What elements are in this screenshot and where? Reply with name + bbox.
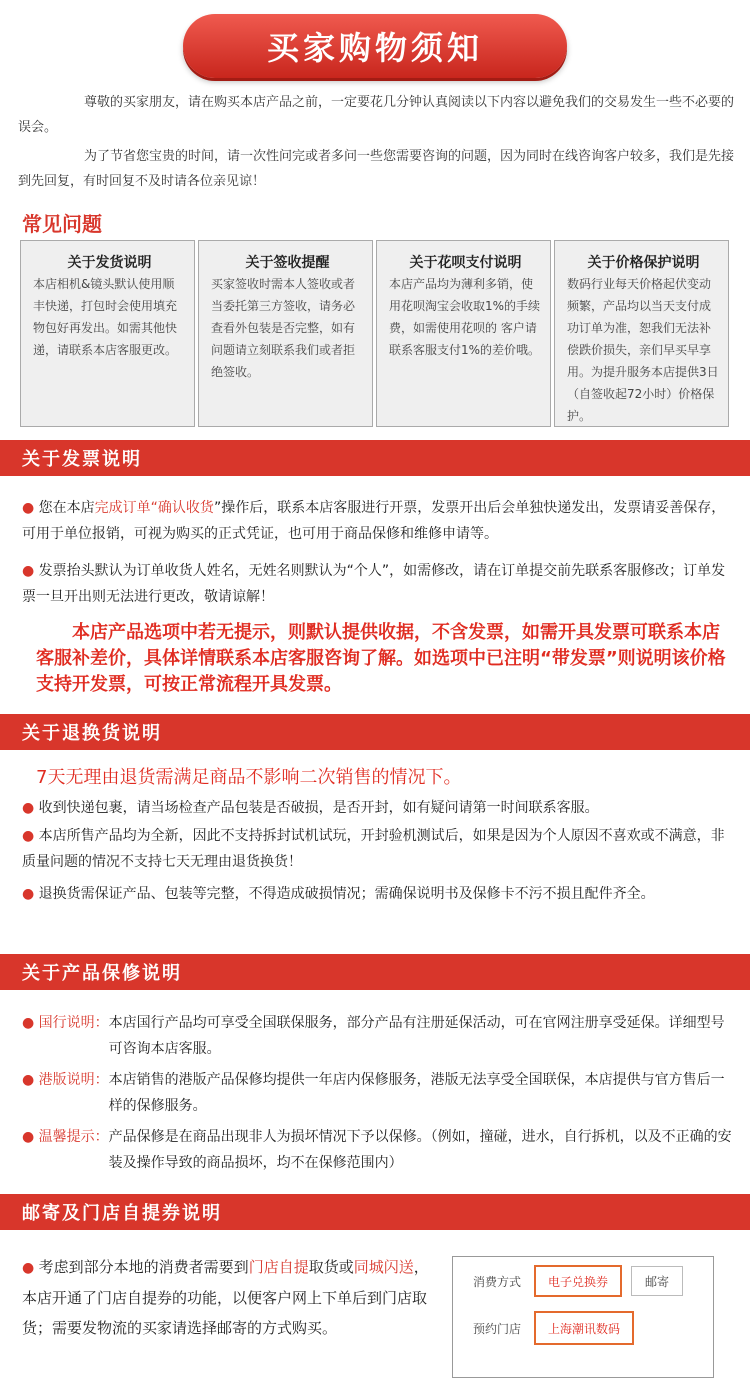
faq-box-huabei	[376, 240, 551, 427]
reserve-store-label: 预约门店	[473, 1322, 522, 1336]
option-e-voucher[interactable]: 电子兑换券	[534, 1265, 622, 1297]
warranty-section-bar: 关于产品保修说明	[0, 954, 750, 990]
intro-paragraph-2: 为了节省您宝贵的时间，请一次性问完或者多问一些您需要咨询的问题，因为同时在线咨询客户较多，我们是先接到先回复，有时回复不及时请各位亲见谅！	[18, 149, 735, 189]
faq-row	[20, 240, 731, 427]
highlight-text: 门店自提	[248, 1258, 309, 1276]
faq-head: 关于签收提醒	[245, 255, 330, 271]
invoice-section-bar: 关于发票说明	[0, 440, 750, 476]
returns-section-bar: 关于退换货说明	[0, 714, 750, 750]
warranty-item-tip	[22, 1124, 732, 1176]
pickup-paragraph	[22, 1252, 432, 1343]
text: 取货或	[308, 1258, 354, 1276]
pickup-option-panel	[452, 1256, 714, 1378]
faq-body: 本店产品均为薄利多销，使用花呗淘宝会收取1%的手续费，如需使用花呗的 客户请联系客服支付1%的差价哦。	[389, 277, 541, 357]
text: 收到快递包裹，请当场检查产品包装是否破损，是否开封，如有疑问请第一时间联系客服。	[38, 800, 599, 816]
warranty-text: 产品保修是在商品出现非人为损坏情况下予以保修。（例如，撞碰，进水，自行拆机，以及不正确的安装及操作导致的商品损坏，均不在保修范围内）	[108, 1129, 732, 1171]
highlight-text: 完成订单“确认收货	[94, 500, 214, 516]
option-mail[interactable]: 邮寄	[631, 1266, 683, 1296]
faq-body: 买家签收时需本人签收或者当委托第三方签收，请务必查看外包装是否完整，如有问题请立刻联系我们或者拒绝签收。	[211, 277, 356, 379]
faq-box-price-protection	[554, 240, 729, 427]
returns-item-1	[22, 795, 738, 821]
warranty-label: 港版说明：	[38, 1072, 109, 1088]
bullet-icon: ●	[22, 1260, 39, 1276]
faq-box-signing	[198, 240, 373, 427]
invoice-paragraph-2	[22, 558, 738, 610]
bullet-icon: ●	[22, 1072, 39, 1088]
faq-head: 关于花呗支付说明	[409, 255, 522, 271]
text: 考虑到部分本地的消费者需要到	[38, 1258, 249, 1276]
warranty-label: 温馨提示：	[38, 1129, 109, 1145]
returns-note: 7天无理由退货需满足商品不影响二次销售的情况下。	[36, 767, 462, 788]
warranty-text: 本店销售的港版产品保修均提供一年店内保修服务，港版无法享受全国联保，本店提供与官方售后一样的保修服务。	[108, 1072, 725, 1114]
faq-box-shipping	[20, 240, 195, 427]
text: 您在本店	[38, 500, 95, 516]
bullet-icon: ●	[22, 1015, 39, 1031]
faq-head: 关于发货说明	[67, 255, 152, 271]
text: ”操作后，联系本店客服进行开票，发票开出后会单独快递发出，发票请妥善保存，可用于单位报销，可视为购买的正式凭证，也可用于商品保修和维修申请等。	[22, 500, 726, 542]
bullet-icon: ●	[22, 1129, 39, 1145]
warranty-item-hk	[22, 1067, 732, 1119]
returns-item-3	[22, 881, 738, 907]
returns-item-2	[22, 823, 738, 875]
invoice-notice: 本店产品选项中若无提示，则默认提供收据，不含发票，如需开具发票可联系本店客服补差价，具体详情联系本店客服咨询了解。如选项中已注明“带发票”则说明该价格支持开发票，可按正常流程开具发票。	[36, 622, 726, 695]
bullet-icon: ●	[22, 800, 39, 816]
consumption-method-label: 消费方式	[473, 1275, 522, 1289]
text: 本店所售产品均为全新，因此不支持拆封试机试玩，开封验机测试后，如果是因为个人原因不喜欢或不满意，非质量问题的情况不支持七天无理由退货换货！	[22, 828, 725, 870]
invoice-paragraph-1	[22, 495, 738, 547]
text: 退换货需保证产品、包装等完整，不得造成破损情况；需确保说明书及保修卡不污不损且配件齐全。	[38, 886, 655, 902]
text: ，本店开通了门店自提券的功能，以便客户网上下单后到门店取货；需要发物流的买家请选择邮寄的方式购买。	[22, 1258, 429, 1337]
bullet-icon: ●	[22, 828, 39, 844]
pickup-section-bar: 邮寄及门店自提券说明	[0, 1194, 750, 1230]
option-store[interactable]: 上海潮讯数码	[534, 1311, 634, 1345]
text: 发票抬头默认为订单收货人姓名，无姓名则默认为“个人”，如需修改，请在订单提交前先联系客服修改；订单发票一旦开出则无法进行更改，敬请谅解！	[22, 563, 726, 605]
faq-title: 常见问题	[22, 212, 102, 236]
intro-paragraph-1: 尊敬的买家朋友，请在购买本店产品之前，一定要花几分钟认真阅读以下内容以避免我们的交易发生一些不必要的误会。	[18, 95, 735, 135]
page-title: 买家购物须知	[183, 14, 567, 78]
faq-body: 本店相机&镜头默认使用顺丰快递，打包时会使用填充物包好再发出。如需其他快递，请联系本店客服更改。	[33, 277, 178, 357]
highlight-text: 同城闪送	[353, 1258, 414, 1276]
bullet-icon: ●	[22, 500, 39, 516]
faq-head: 关于价格保护说明	[587, 255, 700, 271]
bullet-icon: ●	[22, 563, 39, 579]
bullet-icon: ●	[22, 886, 39, 902]
warranty-label: 国行说明：	[38, 1015, 109, 1031]
warranty-item-mainland	[22, 1010, 732, 1062]
warranty-text: 本店国行产品均可享受全国联保服务，部分产品有注册延保活动，可在官网注册享受延保。详细型号可咨询本店客服。	[108, 1015, 725, 1057]
faq-body: 数码行业每天价格起伏变动频繁，产品均以当天支付成功订单为准，恕我们无法补偿跌价损失，亲们早买早享用。为提升服务本店提供3日（自签收起72小时）价格保护。	[567, 277, 719, 423]
